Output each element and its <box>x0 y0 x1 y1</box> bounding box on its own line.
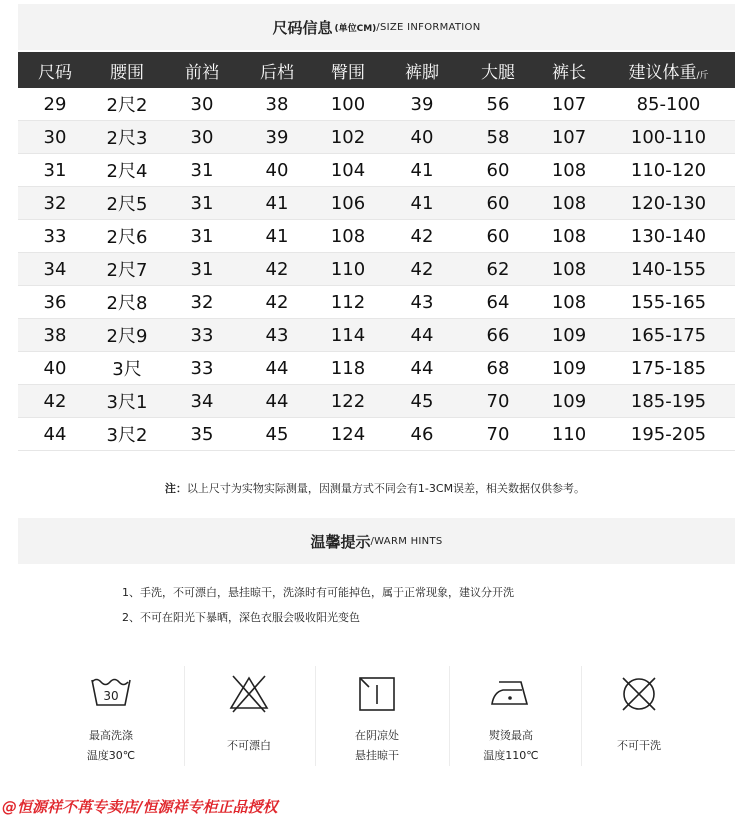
table-cell: 109 <box>536 352 602 385</box>
table-row <box>18 286 735 319</box>
header-weight-unit: /斤 <box>696 70 709 81</box>
table-cell: 155-165 <box>602 286 735 319</box>
table-cell: 120-130 <box>602 187 735 220</box>
table-cell: 40 <box>242 154 312 187</box>
table-cell: 33 <box>162 352 242 385</box>
table-cell: 35 <box>162 418 242 451</box>
table-cell: 44 <box>242 385 312 418</box>
table-cell: 60 <box>460 154 536 187</box>
size-info-title: 尺码信息 <box>272 18 333 37</box>
header-back-rise: 后档 <box>242 52 312 88</box>
table-cell: 43 <box>242 319 312 352</box>
table-cell: 2尺7 <box>92 253 162 286</box>
warm-hints-subtitle: /WARM HINTS <box>370 535 443 547</box>
care-instructions <box>45 652 705 777</box>
table-cell: 3尺1 <box>92 385 162 418</box>
care-item-no-dry-clean <box>573 652 705 777</box>
table-cell: 107 <box>536 121 602 154</box>
table-cell: 3尺2 <box>92 418 162 451</box>
table-cell: 38 <box>18 319 92 352</box>
table-cell: 118 <box>312 352 384 385</box>
table-cell: 2尺6 <box>92 220 162 253</box>
table-cell: 56 <box>460 88 536 121</box>
table-cell: 32 <box>18 187 92 220</box>
table-cell: 124 <box>312 418 384 451</box>
table-cell: 112 <box>312 286 384 319</box>
table-cell: 44 <box>242 352 312 385</box>
size-table <box>18 52 735 451</box>
hang-dry-label-1: 在阴凉处 <box>355 729 399 742</box>
table-cell: 40 <box>18 352 92 385</box>
table-cell: 2尺4 <box>92 154 162 187</box>
warm-hints-banner <box>18 518 735 564</box>
table-cell: 44 <box>384 319 460 352</box>
table-cell: 33 <box>18 220 92 253</box>
header-waist: 腰围 <box>92 52 162 88</box>
table-cell: 42 <box>384 253 460 286</box>
table-cell: 102 <box>312 121 384 154</box>
note-tag: 注： <box>164 482 187 495</box>
table-cell: 2尺8 <box>92 286 162 319</box>
table-cell: 100-110 <box>602 121 735 154</box>
table-row <box>18 418 735 451</box>
iron-icon <box>489 674 533 708</box>
care-item-iron <box>445 652 577 777</box>
table-cell: 31 <box>162 154 242 187</box>
table-cell: 36 <box>18 286 92 319</box>
header-weight-label: 建议体重 <box>628 62 697 83</box>
table-cell: 34 <box>162 385 242 418</box>
header-size: 尺码 <box>18 52 92 88</box>
table-row <box>18 352 735 385</box>
table-cell: 30 <box>162 88 242 121</box>
size-info-subtitle: /SIZE INFORMATION <box>376 21 481 33</box>
hint-line-1: 1、手洗，不可漂白，悬挂晾干，洗涤时有可能掉色，属于正常现象，建议分开洗 <box>122 586 514 599</box>
table-cell: 44 <box>18 418 92 451</box>
hint-line-2: 2、不可在阳光下暴晒，深色衣服会吸收阳光变色 <box>122 611 360 624</box>
table-cell: 32 <box>162 286 242 319</box>
table-cell: 70 <box>460 385 536 418</box>
table-cell: 140-155 <box>602 253 735 286</box>
table-cell: 70 <box>460 418 536 451</box>
table-cell: 2尺5 <box>92 187 162 220</box>
table-cell: 41 <box>242 220 312 253</box>
table-cell: 42 <box>384 220 460 253</box>
table-cell: 40 <box>384 121 460 154</box>
iron-label-1: 熨烫最高 <box>489 729 533 742</box>
table-row <box>18 385 735 418</box>
wash-label-1: 最高洗涤 <box>89 729 133 742</box>
hang-dry-label-2: 悬挂晾干 <box>355 749 399 762</box>
header-weight <box>602 52 735 88</box>
size-info-banner <box>18 4 735 50</box>
care-item-wash <box>45 652 177 777</box>
table-cell: 85-100 <box>602 88 735 121</box>
table-cell: 44 <box>384 352 460 385</box>
store-watermark: @恒源祥不苒专卖店/恒源祥专柜正品授权 <box>2 798 278 816</box>
table-cell: 122 <box>312 385 384 418</box>
table-cell: 110 <box>536 418 602 451</box>
table-cell: 45 <box>384 385 460 418</box>
table-cell: 31 <box>162 187 242 220</box>
iron-label-2: 温度110℃ <box>483 749 539 762</box>
table-cell: 64 <box>460 286 536 319</box>
table-cell: 31 <box>162 253 242 286</box>
table-row <box>18 187 735 220</box>
table-cell: 2尺9 <box>92 319 162 352</box>
table-cell: 58 <box>460 121 536 154</box>
table-row <box>18 121 735 154</box>
table-cell: 41 <box>384 154 460 187</box>
measurement-note <box>0 480 750 496</box>
table-cell: 68 <box>460 352 536 385</box>
table-cell: 34 <box>18 253 92 286</box>
table-row <box>18 220 735 253</box>
table-cell: 109 <box>536 385 602 418</box>
table-cell: 29 <box>18 88 92 121</box>
warm-hints-title: 温馨提示 <box>310 532 371 551</box>
table-cell: 175-185 <box>602 352 735 385</box>
table-cell: 165-175 <box>602 319 735 352</box>
table-cell: 3尺 <box>92 352 162 385</box>
table-cell: 45 <box>242 418 312 451</box>
table-cell: 42 <box>242 286 312 319</box>
table-cell: 62 <box>460 253 536 286</box>
table-cell: 30 <box>162 121 242 154</box>
care-item-hang-dry <box>311 652 443 777</box>
table-cell: 43 <box>384 286 460 319</box>
header-front-rise: 前裆 <box>162 52 242 88</box>
wash-30-icon <box>89 674 133 708</box>
table-cell: 66 <box>460 319 536 352</box>
table-row <box>18 154 735 187</box>
note-text: 以上尺寸为实物实际测量，因测量方式不同会有1-3CM误差，相关数据仅供参考。 <box>186 482 586 495</box>
header-length: 裤长 <box>536 52 602 88</box>
table-cell: 33 <box>162 319 242 352</box>
table-cell: 42 <box>18 385 92 418</box>
no-bleach-label: 不可漂白 <box>227 739 271 752</box>
table-cell: 2尺3 <box>92 121 162 154</box>
table-cell: 108 <box>536 286 602 319</box>
table-cell: 185-195 <box>602 385 735 418</box>
table-cell: 130-140 <box>602 220 735 253</box>
no-dry-clean-label: 不可干洗 <box>617 739 661 752</box>
table-cell: 31 <box>162 220 242 253</box>
wash-label-2: 温度30℃ <box>86 749 136 762</box>
no-bleach-icon <box>227 674 271 714</box>
table-cell: 31 <box>18 154 92 187</box>
table-cell: 39 <box>384 88 460 121</box>
wash-temp-number: 30 <box>103 689 119 703</box>
table-cell: 195-205 <box>602 418 735 451</box>
header-thigh: 大腿 <box>460 52 536 88</box>
table-cell: 30 <box>18 121 92 154</box>
table-cell: 108 <box>312 220 384 253</box>
size-info-unit: (单位CM) <box>334 23 377 34</box>
table-cell: 108 <box>536 187 602 220</box>
care-item-no-bleach <box>183 652 315 777</box>
table-row <box>18 253 735 286</box>
table-cell: 110 <box>312 253 384 286</box>
table-cell: 108 <box>536 253 602 286</box>
header-hip: 臀围 <box>312 52 384 88</box>
table-cell: 109 <box>536 319 602 352</box>
table-cell: 106 <box>312 187 384 220</box>
table-cell: 41 <box>384 187 460 220</box>
table-cell: 110-120 <box>602 154 735 187</box>
table-cell: 108 <box>536 220 602 253</box>
table-cell: 42 <box>242 253 312 286</box>
table-cell: 104 <box>312 154 384 187</box>
table-row <box>18 319 735 352</box>
table-row <box>18 88 735 121</box>
table-cell: 46 <box>384 418 460 451</box>
no-dry-clean-icon <box>617 674 661 714</box>
table-cell: 39 <box>242 121 312 154</box>
table-cell: 41 <box>242 187 312 220</box>
table-cell: 60 <box>460 187 536 220</box>
table-cell: 100 <box>312 88 384 121</box>
table-cell: 60 <box>460 220 536 253</box>
table-cell: 38 <box>242 88 312 121</box>
hang-dry-shade-icon <box>355 674 399 714</box>
header-leg-opening: 裤脚 <box>384 52 460 88</box>
table-cell: 2尺2 <box>92 88 162 121</box>
table-cell: 114 <box>312 319 384 352</box>
table-cell: 107 <box>536 88 602 121</box>
size-table-header-row <box>18 52 735 88</box>
table-cell: 108 <box>536 154 602 187</box>
